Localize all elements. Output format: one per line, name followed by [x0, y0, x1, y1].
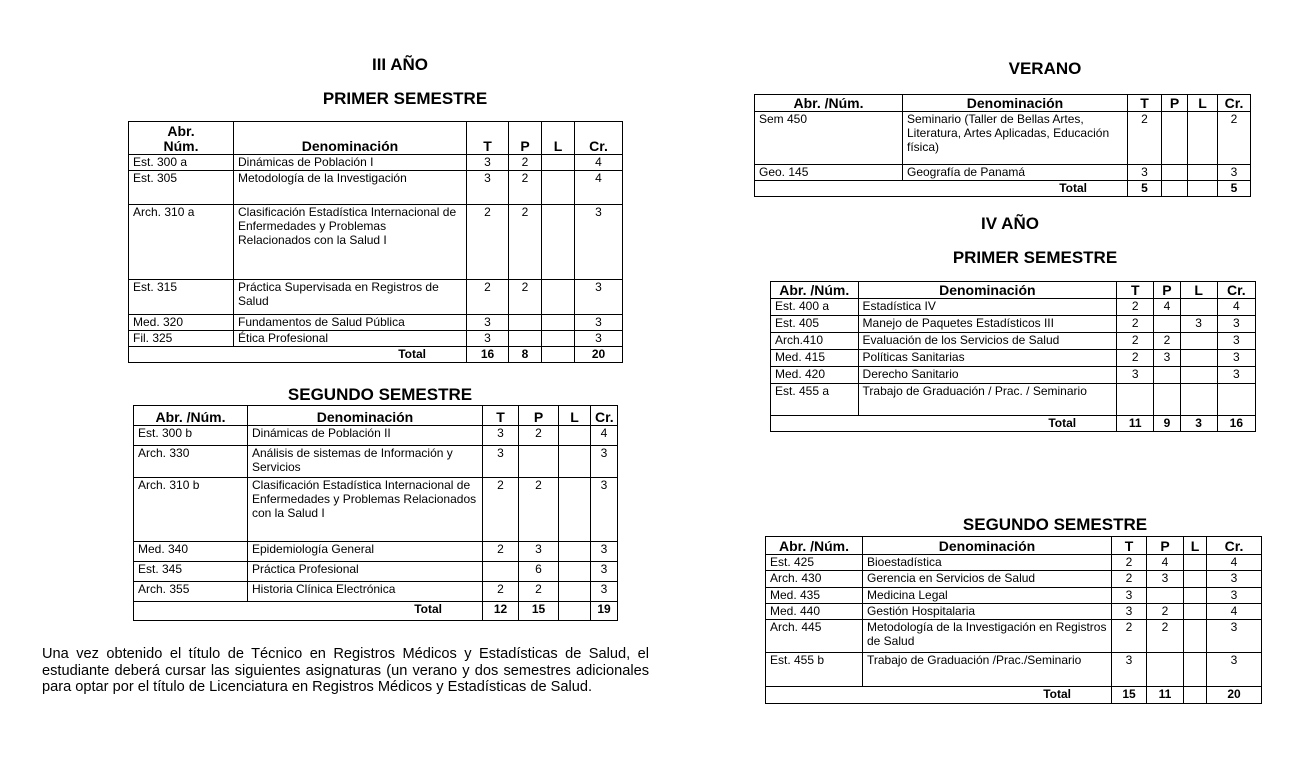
- total-label: Total: [766, 687, 1112, 704]
- cr-value: 3: [575, 280, 623, 315]
- p-value: [1154, 384, 1180, 416]
- total-l: 3: [1180, 416, 1217, 432]
- cr-value: 4: [1217, 299, 1255, 316]
- t-value: 2: [483, 478, 519, 542]
- p-header: P: [509, 122, 542, 155]
- t-value: 2: [1117, 316, 1154, 333]
- t-value: 2: [1112, 571, 1147, 588]
- course-row: [766, 571, 1262, 588]
- course-row: [129, 331, 623, 347]
- year4-sem1-title: PRIMER SEMESTRE: [952, 248, 1118, 267]
- year3-title: III AÑO: [371, 55, 429, 74]
- l-value: [542, 205, 575, 280]
- total-row: [771, 416, 1256, 432]
- p-value: 2: [509, 205, 542, 280]
- course-code: Est. 455 b: [766, 653, 863, 687]
- course-code: Est. 345: [134, 562, 248, 582]
- course-code: Med. 420: [771, 367, 859, 384]
- cr-value: 3: [1207, 588, 1262, 604]
- cr-value: 3: [575, 205, 623, 280]
- t-value: 3: [1112, 588, 1147, 604]
- t-value: 3: [467, 155, 509, 171]
- l-value: 3: [1180, 316, 1217, 333]
- header-row: [755, 95, 1251, 112]
- l-value: [1180, 384, 1217, 416]
- course-code: Fil. 325: [129, 331, 234, 347]
- course-code: Est. 405: [771, 316, 859, 333]
- p-value: [1162, 112, 1188, 165]
- t-value: 2: [483, 582, 519, 602]
- cr-value: 4: [1207, 604, 1262, 620]
- course-row: [134, 446, 618, 478]
- course-row: [134, 478, 618, 542]
- total-cr: 5: [1218, 181, 1251, 197]
- header-row: [134, 406, 618, 426]
- course-code: Med. 435: [766, 588, 863, 604]
- cr-value: 3: [575, 331, 623, 347]
- header-row: [129, 122, 623, 155]
- cr-header: Cr.: [575, 122, 623, 155]
- l-header: L: [542, 122, 575, 155]
- year4-sem2-table: [765, 536, 1262, 704]
- p-value: [1147, 653, 1184, 687]
- cr-value: 3: [1207, 620, 1262, 653]
- course-code: Sem 450: [755, 112, 903, 165]
- l-value: [559, 582, 591, 602]
- p-value: [519, 446, 559, 478]
- total-label: Total: [134, 602, 483, 621]
- total-p: 8: [509, 347, 542, 363]
- total-cr: 20: [575, 347, 623, 363]
- year3-sem1-table: [128, 121, 623, 363]
- name-header: Denominación: [234, 122, 467, 155]
- t-value: 3: [483, 446, 519, 478]
- course-name: Gestión Hospitalaria: [863, 604, 1112, 620]
- l-value: [1188, 165, 1218, 181]
- course-code: Est. 305: [129, 171, 234, 205]
- t-value: 2: [1117, 350, 1154, 367]
- t-value: 2: [1117, 299, 1154, 316]
- cr-value: 3: [591, 542, 618, 562]
- t-value: 3: [467, 315, 509, 331]
- total-row: [134, 602, 618, 621]
- abbr-header: Abr. /Núm.: [755, 95, 903, 112]
- name-header: Denominación: [903, 95, 1128, 112]
- cr-value: 3: [591, 562, 618, 582]
- l-header: L: [1180, 282, 1217, 299]
- course-name: Historia Clínica Electrónica: [248, 582, 483, 602]
- l-value: [559, 446, 591, 478]
- cr-header: Cr.: [1218, 95, 1251, 112]
- cr-value: 4: [575, 155, 623, 171]
- cr-header: Cr.: [1207, 537, 1262, 555]
- course-row: [766, 620, 1262, 653]
- total-label: Total: [129, 347, 467, 363]
- t-value: 3: [1112, 653, 1147, 687]
- course-name: Dinámicas de Población II: [248, 426, 483, 446]
- year4-sem2-title: SEGUNDO SEMESTRE: [962, 515, 1148, 534]
- total-l: [1188, 181, 1218, 197]
- l-value: [1184, 620, 1207, 653]
- p-value: 4: [1154, 299, 1180, 316]
- l-value: [542, 280, 575, 315]
- l-value: [559, 426, 591, 446]
- course-code: Arch. 330: [134, 446, 248, 478]
- cr-value: 3: [1207, 653, 1262, 687]
- l-header: L: [559, 406, 591, 426]
- year3-sem1-title: PRIMER SEMESTRE: [322, 89, 488, 108]
- course-row: [129, 280, 623, 315]
- course-code: Arch. 355: [134, 582, 248, 602]
- course-code: Arch. 310 b: [134, 478, 248, 542]
- t-value: 3: [1128, 165, 1162, 181]
- l-header: L: [1188, 95, 1218, 112]
- t-value: 2: [467, 205, 509, 280]
- year4-title: IV AÑO: [981, 214, 1039, 233]
- course-name: Derecho Sanitario: [858, 367, 1117, 384]
- cr-value: 4: [1207, 555, 1262, 571]
- course-name: Geografía de Panamá: [903, 165, 1128, 181]
- year4-sem1-table: [770, 281, 1256, 432]
- course-code: Geo. 145: [755, 165, 903, 181]
- total-t: 16: [467, 347, 509, 363]
- p-header: P: [519, 406, 559, 426]
- course-row: [134, 426, 618, 446]
- total-cr: 20: [1207, 687, 1262, 704]
- course-name: Fundamentos de Salud Pública: [234, 315, 467, 331]
- t-header: T: [483, 406, 519, 426]
- course-code: Est. 455 a: [771, 384, 859, 416]
- l-header: L: [1184, 537, 1207, 555]
- t-value: 2: [467, 280, 509, 315]
- name-header: Denominación: [248, 406, 483, 426]
- l-value: [542, 315, 575, 331]
- course-row: [766, 653, 1262, 687]
- p-value: 2: [1154, 333, 1180, 350]
- cr-header: Cr.: [1217, 282, 1255, 299]
- course-row: [755, 165, 1251, 181]
- cr-value: 3: [591, 478, 618, 542]
- total-p: 15: [519, 602, 559, 621]
- t-value: 3: [483, 426, 519, 446]
- p-header: P: [1162, 95, 1188, 112]
- t-value: 3: [1117, 367, 1154, 384]
- course-name: Metodología de la Investigación: [234, 171, 467, 205]
- course-name: Medicina Legal: [863, 588, 1112, 604]
- verano-table: [754, 94, 1251, 197]
- l-value: [1180, 333, 1217, 350]
- p-value: 2: [519, 582, 559, 602]
- l-value: [1184, 571, 1207, 588]
- course-row: [129, 171, 623, 205]
- course-row: [129, 205, 623, 280]
- name-header: Denominación: [863, 537, 1112, 555]
- p-value: 2: [1147, 620, 1184, 653]
- t-value: 2: [483, 542, 519, 562]
- course-code: Med. 440: [766, 604, 863, 620]
- p-value: [509, 331, 542, 347]
- total-t: 15: [1112, 687, 1147, 704]
- cr-value: 3: [591, 582, 618, 602]
- course-row: [771, 384, 1256, 416]
- course-name: Metodología de la Investigación en Registros de Salud: [863, 620, 1112, 653]
- l-value: [542, 171, 575, 205]
- course-name: Práctica Supervisada en Registros de Salud: [234, 280, 467, 315]
- course-name: Bioestadística: [863, 555, 1112, 571]
- total-l: [542, 347, 575, 363]
- abbr-header: Abr. /Núm.: [771, 282, 859, 299]
- cr-value: 4: [591, 426, 618, 446]
- transition-paragraph: Una vez obtenido el título de Técnico en Registros Médicos y Estadísticas de Salud, el estudiante deberá cursar las siguientes asignaturas (un verano y dos semestres adicionales para optar por el título de Licenciatura en Registros Médicos y Estadísticas de Salud.: [42, 646, 649, 695]
- p-value: [509, 315, 542, 331]
- l-value: [542, 155, 575, 171]
- course-name: Epidemiología General: [248, 542, 483, 562]
- l-value: [1184, 653, 1207, 687]
- course-row: [134, 542, 618, 562]
- t-header: T: [1128, 95, 1162, 112]
- t-value: [1117, 384, 1154, 416]
- total-cr: 19: [591, 602, 618, 621]
- course-name: Gerencia en Servicios de Salud: [863, 571, 1112, 588]
- cr-value: 3: [1217, 367, 1255, 384]
- course-code: Arch. 445: [766, 620, 863, 653]
- course-row: [766, 604, 1262, 620]
- course-name: Políticas Sanitarias: [858, 350, 1117, 367]
- cr-header: Cr.: [591, 406, 618, 426]
- cr-value: 3: [1207, 571, 1262, 588]
- t-header: T: [1112, 537, 1147, 555]
- course-code: Arch.410: [771, 333, 859, 350]
- t-value: [483, 562, 519, 582]
- l-value: [1180, 299, 1217, 316]
- t-value: 3: [1112, 604, 1147, 620]
- course-name: Análisis de sistemas de Información y Servicios: [248, 446, 483, 478]
- year3-sem2-table: [133, 405, 618, 621]
- p-value: [1154, 367, 1180, 384]
- course-row: [134, 562, 618, 582]
- course-name: Dinámicas de Población I: [234, 155, 467, 171]
- year3-sem2-title: SEGUNDO SEMESTRE: [287, 385, 473, 404]
- course-code: Est. 315: [129, 280, 234, 315]
- course-code: Med. 320: [129, 315, 234, 331]
- cr-value: 2: [1218, 112, 1251, 165]
- p-value: 2: [1147, 604, 1184, 620]
- total-label: Total: [755, 181, 1128, 197]
- total-t: 12: [483, 602, 519, 621]
- p-value: 6: [519, 562, 559, 582]
- total-label: Total: [771, 416, 1117, 432]
- l-value: [1188, 112, 1218, 165]
- total-row: [766, 687, 1262, 704]
- p-value: [1162, 165, 1188, 181]
- t-header: T: [1117, 282, 1154, 299]
- p-value: 2: [509, 171, 542, 205]
- total-p: 9: [1154, 416, 1180, 432]
- l-value: [1180, 367, 1217, 384]
- p-value: 3: [1154, 350, 1180, 367]
- l-value: [1180, 350, 1217, 367]
- course-row: [771, 350, 1256, 367]
- course-name: Trabajo de Graduación /Prac./Seminario: [863, 653, 1112, 687]
- l-value: [559, 562, 591, 582]
- p-value: [1154, 316, 1180, 333]
- total-row: [129, 347, 623, 363]
- course-code: Est. 300 b: [134, 426, 248, 446]
- p-header: P: [1154, 282, 1180, 299]
- p-value: 2: [519, 426, 559, 446]
- cr-value: 3: [1217, 333, 1255, 350]
- l-value: [559, 478, 591, 542]
- verano-title: VERANO: [1008, 59, 1082, 78]
- course-row: [766, 588, 1262, 604]
- p-value: 3: [519, 542, 559, 562]
- header-row: [766, 537, 1262, 555]
- course-code: Med. 340: [134, 542, 248, 562]
- total-t: 5: [1128, 181, 1162, 197]
- course-code: Est. 425: [766, 555, 863, 571]
- course-name: Seminario (Taller de Bellas Artes, Literatura, Artes Aplicadas, Educación física): [903, 112, 1128, 165]
- p-value: 2: [509, 280, 542, 315]
- l-value: [1184, 604, 1207, 620]
- course-name: Estadística IV: [858, 299, 1117, 316]
- total-row: [755, 181, 1251, 197]
- course-row: [771, 333, 1256, 350]
- abbr-header: Abr. Núm.: [129, 122, 234, 155]
- t-value: 2: [1128, 112, 1162, 165]
- cr-value: 4: [575, 171, 623, 205]
- total-p: [1162, 181, 1188, 197]
- cr-value: [1217, 384, 1255, 416]
- course-row: [129, 155, 623, 171]
- course-name: Práctica Profesional: [248, 562, 483, 582]
- t-header: T: [467, 122, 509, 155]
- total-l: [559, 602, 591, 621]
- p-header: P: [1147, 537, 1184, 555]
- course-code: Med. 415: [771, 350, 859, 367]
- t-value: 2: [1117, 333, 1154, 350]
- cr-value: 3: [575, 315, 623, 331]
- p-value: 4: [1147, 555, 1184, 571]
- course-name: Trabajo de Graduación / Prac. / Seminario: [858, 384, 1117, 416]
- course-row: [134, 582, 618, 602]
- p-value: 2: [519, 478, 559, 542]
- l-value: [1184, 555, 1207, 571]
- total-l: [1184, 687, 1207, 704]
- course-name: Manejo de Paquetes Estadísticos III: [858, 316, 1117, 333]
- course-name: Clasificación Estadística Internacional de Enfermedades y Problemas Relacionados con la Salud I: [248, 478, 483, 542]
- name-header: Denominación: [858, 282, 1117, 299]
- p-value: 2: [509, 155, 542, 171]
- course-name: Ética Profesional: [234, 331, 467, 347]
- course-name: Evaluación de los Servicios de Salud: [858, 333, 1117, 350]
- course-row: [771, 316, 1256, 333]
- cr-value: 3: [1217, 316, 1255, 333]
- p-value: 3: [1147, 571, 1184, 588]
- cr-value: 3: [1218, 165, 1251, 181]
- total-p: 11: [1147, 687, 1184, 704]
- abbr-header: Abr. /Núm.: [766, 537, 863, 555]
- t-value: 2: [1112, 555, 1147, 571]
- l-value: [559, 542, 591, 562]
- course-row: [771, 367, 1256, 384]
- course-code: Est. 300 a: [129, 155, 234, 171]
- t-value: 3: [467, 171, 509, 205]
- course-code: Arch. 310 a: [129, 205, 234, 280]
- course-code: Arch. 430: [766, 571, 863, 588]
- t-value: 3: [467, 331, 509, 347]
- total-cr: 16: [1217, 416, 1255, 432]
- cr-value: 3: [1217, 350, 1255, 367]
- course-row: [129, 315, 623, 331]
- l-value: [542, 331, 575, 347]
- l-value: [1184, 588, 1207, 604]
- total-t: 11: [1117, 416, 1154, 432]
- header-row: [771, 282, 1256, 299]
- p-value: [1147, 588, 1184, 604]
- course-code: Est. 400 a: [771, 299, 859, 316]
- abbr-header: Abr. /Núm.: [134, 406, 248, 426]
- cr-value: 3: [591, 446, 618, 478]
- course-name: Clasificación Estadística Internacional de Enfermedades y Problemas Relacionados con la Salud I: [234, 205, 467, 280]
- course-row: [755, 112, 1251, 165]
- t-value: 2: [1112, 620, 1147, 653]
- course-row: [766, 555, 1262, 571]
- course-row: [771, 299, 1256, 316]
